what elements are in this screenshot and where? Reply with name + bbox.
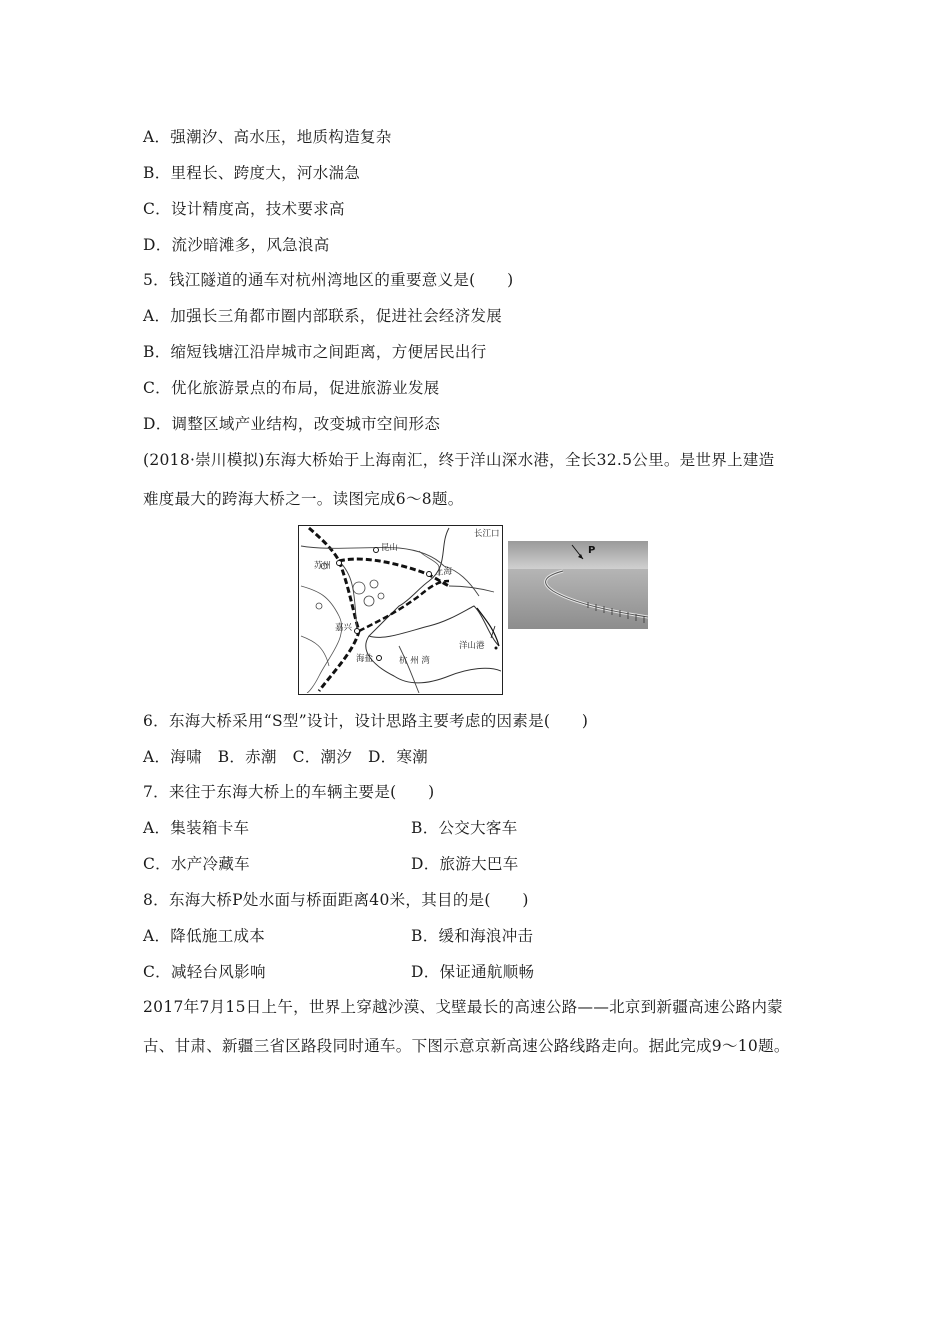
bridge-photo (508, 541, 648, 629)
q5-stem: 5．钱江隧道的通车对杭州湾地区的重要意义是( ) (143, 271, 514, 289)
hangzhou-bay-map (298, 525, 503, 695)
q6-stem: 6．东海大桥采用“S型”设计，设计思路主要考虑的因素是( ) (143, 712, 589, 730)
q4-option-d: D．流沙暗滩多，风急浪高 (143, 236, 330, 254)
q8-option-a: A．降低施工成本 (143, 927, 266, 945)
q7-option-d: D．旅游大巴车 (411, 855, 519, 873)
label-yangshangang: 洋山港 (459, 641, 485, 651)
q4-option-c: C．设计精度高，技术要求高 (143, 200, 345, 218)
q5-option-c: C．优化旅游景点的布局，促进旅游业发展 (143, 379, 440, 397)
q8-option-c: C．减轻台风影响 (143, 963, 266, 981)
label-suzhou: 苏州 (314, 561, 332, 571)
label-kunshan: 昆山 (381, 543, 399, 553)
q4-option-a: A．强潮汐、高水压，地质构造复杂 (143, 128, 392, 146)
photo-label-p: P (588, 545, 596, 556)
q4-option-b: B．里程长、跨度大，河水湍急 (143, 164, 361, 182)
intro-9-10-line-1: 2017年7月15日上午，世界上穿越沙漠、戈壁最长的高速公路——北京到新疆高速公路内蒙 (143, 998, 783, 1016)
q5-option-a: A．加强长三角都市圈内部联系，促进社会经济发展 (143, 307, 503, 325)
q7-option-a: A．集装箱卡车 (143, 819, 250, 837)
q8-option-d: D．保证通航顺畅 (411, 963, 535, 981)
label-shanghai: 上海 (435, 567, 453, 577)
figure (298, 525, 650, 695)
q6-options: A．海啸 B．赤潮 C．潮汐 D．寒潮 (143, 748, 429, 766)
q8-option-b: B．缓和海浪冲击 (411, 927, 534, 945)
bridge-photo-drawing (508, 541, 648, 629)
intro-9-10-line-2: 古、甘肃、新疆三省区路段同时通车。下图示意京新高速公路线路走向。据此完成9～10题。 (143, 1037, 790, 1055)
q7-stem: 7．来往于东海大桥上的车辆主要是( ) (143, 783, 435, 801)
q5-option-b: B．缩短钱塘江沿岸城市之间距离，方便居民出行 (143, 343, 487, 361)
label-jiaxing: 嘉兴 (335, 623, 353, 633)
label-hangzhouwan: 杭 州 湾 (399, 656, 430, 666)
intro-6-8-line-1: (2018·崇川模拟)东海大桥始于上海南汇，终于洋山深水港，全长32.5公里。是世界上建造 (143, 451, 775, 469)
q8-stem: 8．东海大桥P处水面与桥面距离40米，其目的是( ) (143, 891, 529, 909)
label-changjiangkou: 长江口 (474, 529, 500, 539)
label-haiyan: 海盐 (356, 654, 374, 664)
q7-option-c: C．水产冷藏车 (143, 855, 250, 873)
q7-option-b: B．公交大客车 (411, 819, 518, 837)
q5-option-d: D．调整区域产业结构，改变城市空间形态 (143, 415, 441, 433)
map-drawing (299, 526, 501, 693)
intro-6-8-line-2: 难度最大的跨海大桥之一。读图完成6～8题。 (143, 490, 464, 508)
